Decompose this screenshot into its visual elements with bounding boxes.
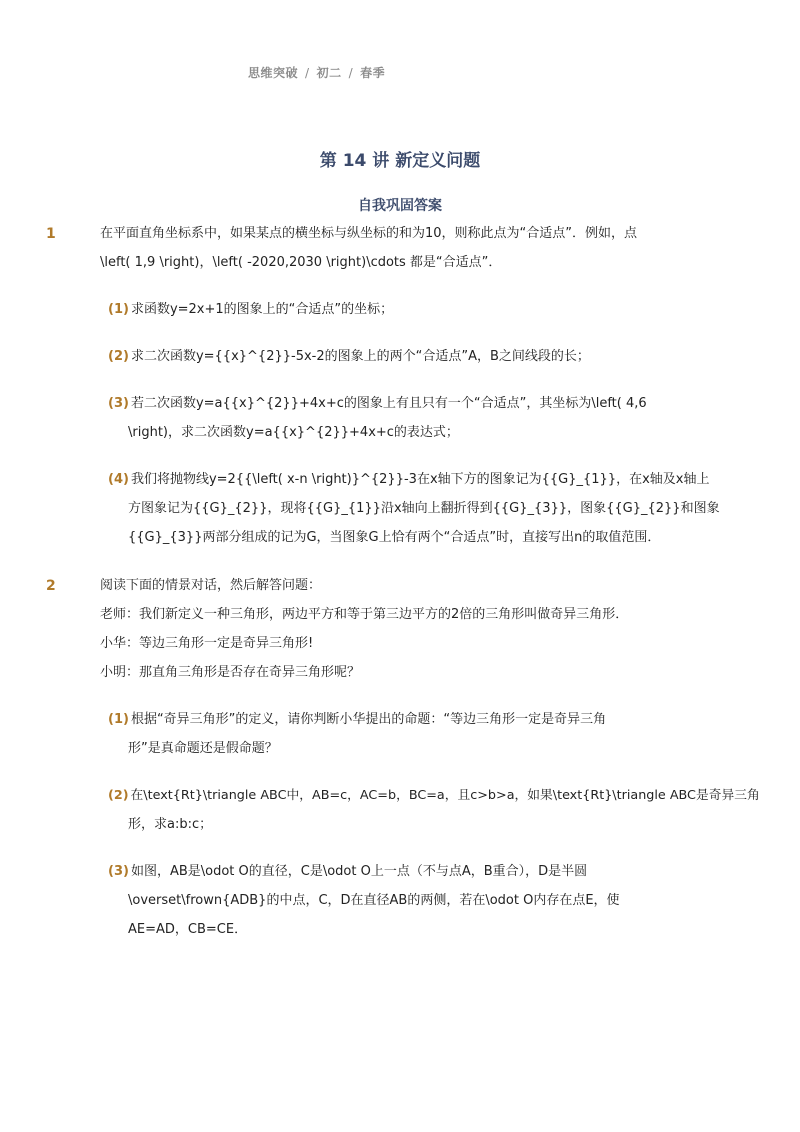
page-title: 第 14 讲 新定义问题 — [319, 151, 481, 171]
part-text-line: \overset\frown{ADB}的中点，C，D在直径AB的两侧，若在\odot O内存在点E，使 — [128, 893, 620, 908]
part-number: (3) — [108, 864, 129, 879]
breadcrumb-item: 思维突破 — [248, 66, 299, 80]
question-stem-line: 老师：我们新定义一种三角形，两边平方和等于第三边平方的2倍的三角形叫做奇异三角形． — [100, 607, 629, 622]
question-number: 2 — [46, 578, 56, 594]
question-part — [108, 471, 710, 489]
part-text: 若二次函数y=a{{x}^{2}}+4x+c的图象上有且只有一个“合适点”，其坐标为\left( 4,6 — [130, 396, 647, 411]
part-text-line: AE=AD，CB=CE． — [128, 922, 248, 937]
part-number: (3) — [108, 396, 129, 411]
part-text: 我们将抛物线y=2{{\left( x-n \right)}^{2}}-3在x轴下方的图象记为{{G}_{1}}，在x轴及x轴上 — [130, 472, 710, 487]
part-number: (1) — [108, 302, 129, 317]
part-text-line: \right)，求二次函数y=a{{x}^{2}}+4x+c的表达式； — [128, 425, 459, 440]
part-text: 求二次函数y={{x}^{2}}-5x-2的图象上的两个“合适点”A，B之间线段的长； — [130, 349, 590, 364]
breadcrumb-item: 春季 — [360, 66, 386, 80]
part-text: 求函数y=2x+1的图象上的“合适点”的坐标； — [130, 302, 394, 317]
question-stem-line: 小华：等边三角形一定是奇异三角形! — [100, 636, 314, 651]
part-text-line: 方图象记为{{G}_{2}}，现将{{G}_{1}}沿x轴向上翻折得到{{G}_{3}}，图象{{G}_{2}}和图象 — [128, 501, 720, 516]
section-subtitle: 自我巩固答案 — [358, 198, 442, 214]
question-number: 1 — [46, 226, 56, 242]
breadcrumb-separator: / — [305, 66, 310, 80]
part-number: (2) — [108, 349, 129, 364]
question-stem-line: 阅读下面的情景对话，然后解答问题： — [100, 578, 322, 593]
question-part — [108, 348, 590, 366]
question-part — [108, 787, 760, 805]
part-text-line: 形”是真命题还是假命题？ — [128, 741, 278, 756]
part-text: 如图，AB是\odot O的直径，C是\odot O上一点（不与点A，B重合），D是半圆 — [130, 864, 588, 879]
part-text-line: 形，求a:b:c； — [128, 817, 213, 832]
question-part — [108, 301, 393, 319]
breadcrumb-item: 初二 — [316, 66, 342, 80]
question-part — [108, 863, 587, 881]
part-number: (1) — [108, 712, 129, 727]
part-number: (4) — [108, 472, 129, 487]
breadcrumb-separator: / — [348, 66, 354, 80]
question-part — [108, 711, 606, 729]
part-text: 根据“奇异三角形”的定义，请你判断小华提出的命题：“等边三角形一定是奇异三角 — [130, 712, 607, 727]
part-text: 在\text{Rt}\triangle ABC中，AB=c，AC=b，BC=a，且c>b>a，如果\text{Rt}\triangle ABC是奇异三角 — [130, 788, 760, 803]
part-number: (2) — [108, 788, 129, 803]
part-text-line: {{G}_{3}}两部分组成的记为G，当图象G上恰有两个“合适点”时，直接写出n的取值范围． — [128, 530, 661, 545]
breadcrumb — [248, 64, 385, 81]
question-part — [108, 395, 647, 413]
question-stem-line: 小明：那直角三角形是否存在奇异三角形呢？ — [100, 665, 361, 680]
question-stem-line: \left( 1,9 \right)，\left( -2020,2030 \right)\cdots 都是“合适点”． — [100, 255, 502, 270]
question-stem-line: 在平面直角坐标系中，如果某点的横坐标与纵坐标的和为10，则称此点为“合适点”．例如，点 — [100, 226, 638, 241]
